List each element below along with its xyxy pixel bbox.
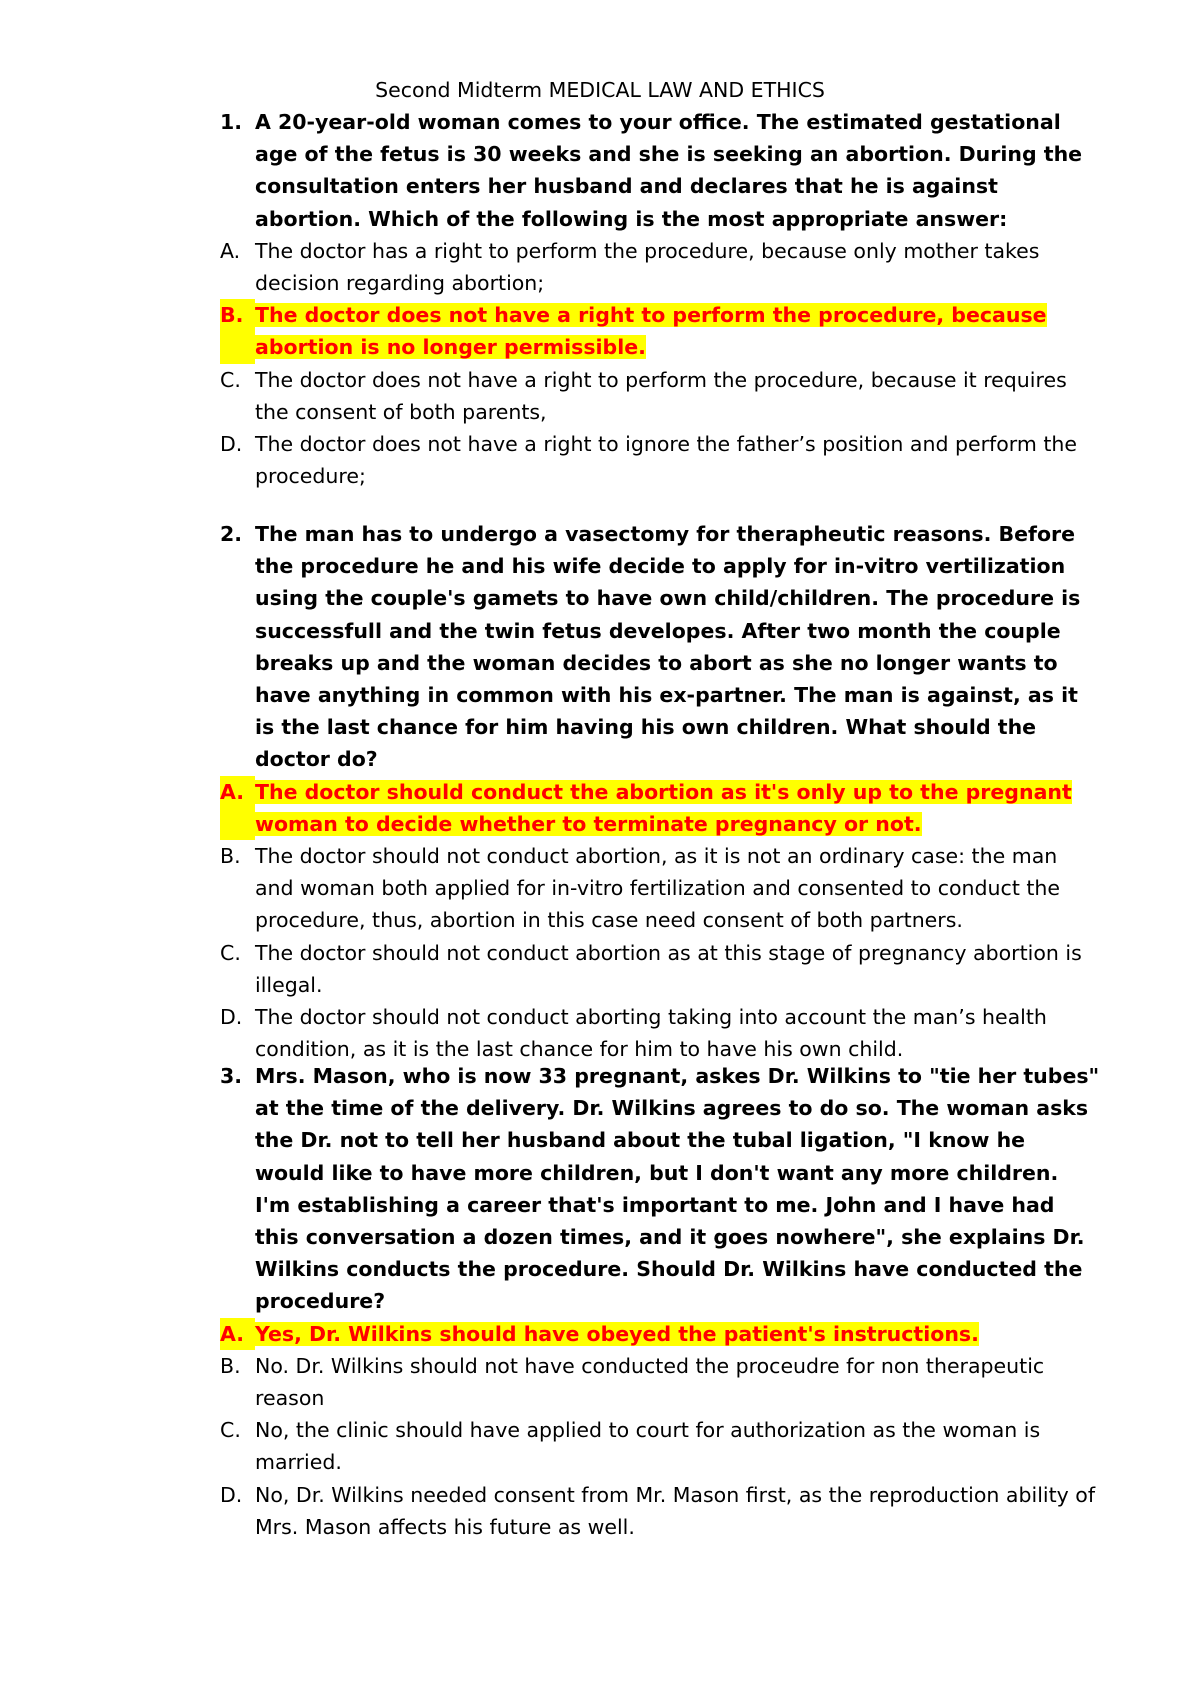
option-b-correct-answer [220, 299, 1100, 363]
option-letter: A. [220, 779, 245, 804]
option-a-correct-answer [220, 1318, 1100, 1350]
option-text: The doctor does not have a right to perform the procedure, because it requires the consent of both parents, [255, 367, 1067, 424]
question-3-stem [220, 1060, 1100, 1318]
question-text: A 20-year-old woman comes to your office. The estimated gestational age of the fetus is 30 weeks and she is seeking an abortion. During the consultation enters her husband and declares that he is against abortion. Which of the following is the most appropriate answer: [255, 110, 1083, 231]
question-2 [220, 518, 1100, 1065]
option-text: The doctor has a right to perform the procedure, because only mother takes decision regarding abortion; [255, 238, 1040, 296]
option-letter: D. [220, 432, 243, 457]
option-letter: C. [220, 1418, 241, 1443]
option-d [220, 428, 1100, 492]
question-number: 2. [220, 522, 243, 546]
question-number: 1. [220, 110, 243, 134]
question-3 [220, 1060, 1100, 1543]
option-c [220, 1414, 1100, 1478]
option-letter: B. [220, 1353, 241, 1378]
option-text: The doctor does not have a right to ignore the father’s position and perform the procedure; [255, 432, 1078, 489]
option-letter: A. [220, 238, 241, 263]
question-1 [220, 106, 1100, 492]
option-text: Yes, Dr. Wilkins should have obeyed the patient's instructions. [255, 1321, 979, 1346]
question-2-stem [220, 518, 1100, 776]
option-letter: D. [220, 1005, 243, 1030]
option-d [220, 1001, 1100, 1065]
option-a-correct-answer [220, 776, 1100, 840]
option-letter: A. [220, 1321, 245, 1346]
question-number: 3. [220, 1064, 243, 1088]
question-text: The man has to undergo a vasectomy for therapheutic reasons. Before the procedure he and his wife decide to apply for in-vitro vertilization using the couple's gamets to have own child/children. The procedure is successfull and the twin fetus developes. After two month the couple breaks up and the woman decides to abort as she no longer wants to have anything in common with his ex-partner. The man is against, as it is the last chance for him having his own children. What should the doctor do? [255, 522, 1081, 772]
option-text: The doctor should not conduct aborting taking into account the man’s health condition, as it is the last chance for him to have his own child. [255, 1005, 1047, 1062]
option-d [220, 1479, 1100, 1543]
page-title: Second Midterm MEDICAL LAW AND ETHICS [375, 78, 825, 102]
option-b [220, 840, 1100, 937]
option-c [220, 937, 1100, 1001]
option-letter: D. [220, 1482, 243, 1507]
option-letter: B. [220, 844, 241, 869]
question-1-stem [220, 106, 1100, 235]
option-text: The doctor should not conduct abortion, as it is not an ordinary case: the man and woman both applied for in-vitro fertilization and consented to conduct the procedure, thus, abortion in this case need consent of both partners. [255, 844, 1061, 933]
option-text: No, the clinic should have applied to court for authorization as the woman is married. [255, 1418, 1041, 1475]
option-c [220, 364, 1100, 428]
option-text: The doctor does not have a right to perform the procedure, because abortion is no longer permissible. [255, 303, 1047, 360]
option-text: No. Dr. Wilkins should not have conducted the proceudre for non therapeutic reason [255, 1353, 1045, 1411]
option-letter: B. [220, 303, 244, 328]
option-b [220, 1350, 1100, 1414]
option-text: No, Dr. Wilkins needed consent from Mr. Mason first, as the reproduction ability of Mrs. Mason affects his future as well. [255, 1482, 1096, 1539]
option-text: The doctor should conduct the abortion as it's only up to the pregnant woman to decide whether to terminate pregnancy or not. [255, 779, 1072, 836]
option-text: The doctor should not conduct abortion as at this stage of pregnancy abortion is illegal. [255, 940, 1082, 997]
option-letter: C. [220, 367, 241, 392]
question-text: Mrs. Mason, who is now 33 pregnant, askes Dr. Wilkins to "tie her tubes" at the time of the delivery. Dr. Wilkins agrees to do so. The woman asks the Dr. not to tell her husband about the tubal ligation, "I know he would like to have more children, but I don't want any more children. I'm establishing a career that's important to me. John and I have had this conversation a dozen times, and it goes nowhere", she explains Dr. Wilkins conducts the procedure. Should Dr. Wilkins have conducted the procedure? [255, 1064, 1100, 1314]
option-a [220, 235, 1100, 299]
option-letter: C. [220, 940, 241, 965]
